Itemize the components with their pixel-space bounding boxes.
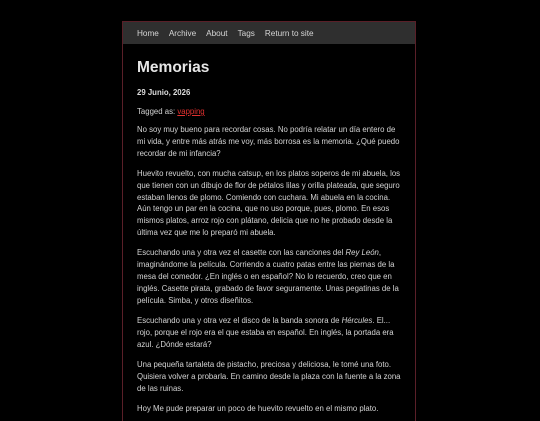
post-title: Memorias [137,59,210,76]
paragraph-emphasis: Hércules [341,315,373,325]
tags-prefix: Tagged as: [137,107,176,116]
post-body [137,124,401,415]
post-date: 29 Junio, 2026 [137,88,191,97]
post-tags [137,107,401,117]
post-paragraph: Una pequeña tartaleta de pistacho, preciosa y deliciosa, le tomé una foto. Quisiera volver a probarla. En camino desde la plaza con la fuente a la zona de las ruinas. [137,359,401,393]
paragraph-text: Escuchando una y otra vez el disco de la banda sonora de [137,315,342,325]
paragraph-text: . El... rojo, porque el rojo era el que estaba en español. En inglés, la portada era azul. ¿Dónde estará? [137,315,394,349]
nav-return-link[interactable]: Return to site [264,28,314,38]
post-paragraph [137,247,401,306]
post-article [123,58,415,415]
nav-tags-link[interactable]: Tags [237,28,255,38]
post-paragraph: Hoy Me pude preparar un poco de huevito revuelto en el mismo plato. [137,403,379,413]
post-paragraph: Huevito revuelto, con mucha catsup, en los platos soperos de mi abuela, los que tienen con un dibujo de flor de pétalos lilas y orilla plateada, que seguro estaban llenos de plomo. Comiendo con cuchara. Mi abuela en la cocina. Aún tengo un par en la cocina, que no uso porque, pues, plomo. En esos mismos platos, arroz rojo con plátano, delicia que no he probado desde la última vez que me lo preparó mi abuela. [137,168,401,237]
page-container [122,21,416,421]
paragraph-text: , imaginándome la película. Corriendo a cuatro patas entre las piernas de la mesa del comedor. ¿En inglés o en español? No lo recuerdo, creo que en inglés. Casette pirata, grabado de favor seguramente. Unas pegatinas de la película. Simba, y otros diseñitos. [137,248,399,305]
tag-link[interactable]: vapping [177,107,205,116]
top-navigation [123,22,415,44]
paragraph-emphasis: Rey León [345,248,379,258]
paragraph-text: Escuchando una y otra vez el casette con las canciones del [137,248,346,258]
nav-home-link[interactable]: Home [137,28,159,38]
post-paragraph: No soy muy bueno para recordar cosas. No podría relatar un día entero de mi vida, y entre más atrás me voy, más borrosa es la memoria. ¿Qué puedo recordar de mi infancia? [137,125,400,158]
post-paragraph [137,315,401,350]
nav-archive-link[interactable]: Archive [168,28,197,38]
nav-about-link[interactable]: About [206,28,228,38]
